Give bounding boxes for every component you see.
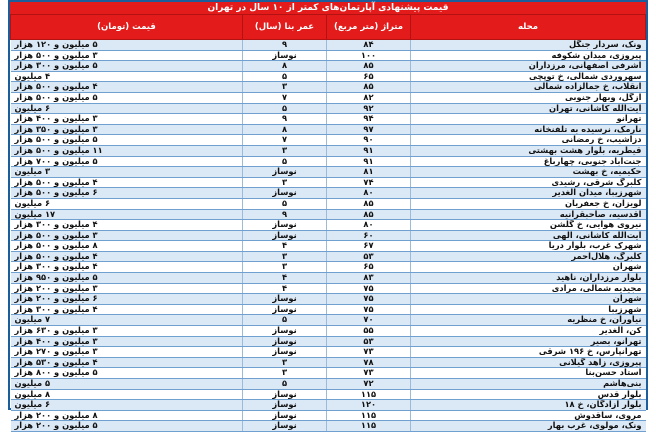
cell-area: ۸۲ (327, 92, 411, 103)
cell-area: ۹۱ (327, 145, 411, 156)
table-row (11, 135, 646, 146)
cell-price: ۳ میلیون و ۴۰۰ هزار (11, 114, 243, 125)
header-price: قیمت (تومان) (11, 15, 243, 40)
cell-price: ۶ میلیون (11, 198, 243, 209)
cell-area: ۸۴ (327, 40, 411, 51)
cell-price: ۴ میلیون و ۵۰۰ هزار (11, 251, 243, 262)
cell-price: ۵ میلیون و ۱۲۰ هزار (11, 40, 243, 51)
cell-price: ۳ میلیون (11, 167, 243, 178)
table-row (11, 251, 646, 262)
cell-price: ۵ میلیون و ۸۰۰ هزار (11, 368, 243, 379)
table-row (11, 421, 646, 432)
cell-age: ۵ (243, 71, 327, 82)
cell-age: ۹ (243, 114, 327, 125)
table-row (11, 156, 646, 167)
cell-neighborhood: ونک، سردار جنگل (411, 40, 646, 51)
cell-price: ۸ میلیون (11, 389, 243, 400)
cell-age: ۵ (243, 379, 327, 390)
table-row (11, 357, 646, 368)
header-age: عمر بنا (سال) (243, 15, 327, 40)
table-row (11, 389, 646, 400)
cell-price: ۵ میلیون و ۷۰۰ هزار (11, 156, 243, 167)
cell-age: ۵ (243, 103, 327, 114)
table-row (11, 379, 646, 390)
cell-price: ۴ میلیون و ۵۰۰ هزار (11, 82, 243, 93)
cell-area: ۷۲ (327, 379, 411, 390)
cell-neighborhood: کلبرگ شرقی، رشیدی (411, 177, 646, 188)
cell-age: ۹ (243, 40, 327, 51)
table-row (11, 262, 646, 273)
cell-area: ۷۸ (327, 357, 411, 368)
cell-neighborhood: کن، الغدیر (411, 326, 646, 337)
cell-neighborhood: لویزان، خ جعفریان (411, 198, 646, 209)
cell-neighborhood: ونک، مولوی، غرب بهار (411, 421, 646, 432)
cell-price: ۴ میلیون و ۵۳۰ هزار (11, 357, 243, 368)
cell-neighborhood: ازگل، وبهار جنوبی (411, 92, 646, 103)
cell-neighborhood: بلوار آزادگان، خ ۱۸ (411, 400, 646, 411)
table-body (11, 40, 646, 432)
cell-neighborhood: پیروزی، زاهد گیلانی (411, 357, 646, 368)
cell-age: نوساز (243, 167, 327, 178)
cell-age: ۳ (243, 262, 327, 273)
cell-age: نوساز (243, 304, 327, 315)
cell-age: ۳ (243, 357, 327, 368)
cell-area: ۵۳ (327, 251, 411, 262)
cell-price: ۳ میلیون و ۳۵۰ هزار (11, 124, 243, 135)
cell-area: ۷۴ (327, 177, 411, 188)
cell-area: ۶۵ (327, 262, 411, 273)
cell-area: ۷۵ (327, 294, 411, 305)
cell-neighborhood: پیروزی، میدان شکوفه (411, 50, 646, 61)
table-row (11, 294, 646, 305)
cell-neighborhood: مجیدیه شمالی، مرادی (411, 283, 646, 294)
cell-neighborhood: کلبرگ، هلال‌احمر (411, 251, 646, 262)
cell-area: ۱۱۵ (327, 389, 411, 400)
cell-neighborhood: قیطریه، بلوار هشت بهشتی (411, 145, 646, 156)
table-row (11, 103, 646, 114)
cell-area: ۹۱ (327, 156, 411, 167)
cell-price: ۵ میلیون و ۵۰۰ هزار (11, 135, 243, 146)
cell-price: ۶ میلیون (11, 400, 243, 411)
cell-age: نوساز (243, 421, 327, 432)
cell-area: ۷۳ (327, 347, 411, 358)
cell-price: ۵ میلیون و ۵۰۰ هزار (11, 92, 243, 103)
table-row (11, 315, 646, 326)
cell-age: ۴ (243, 273, 327, 284)
cell-age: ۴ (243, 283, 327, 294)
cell-area: ۸۵ (327, 198, 411, 209)
cell-area: ۹۷ (327, 124, 411, 135)
table-row (11, 50, 646, 61)
cell-neighborhood: شهرزیبا (411, 304, 646, 315)
cell-age: ۳ (243, 145, 327, 156)
cell-area: ۷۵ (327, 283, 411, 294)
table-row (11, 326, 646, 337)
cell-neighborhood: شهران (411, 294, 646, 305)
cell-age: ۹ (243, 209, 327, 220)
cell-age: ۵ (243, 315, 327, 326)
cell-area: ۱۱۵ (327, 421, 411, 432)
table-row (11, 304, 646, 315)
cell-area: ۹۰ (327, 135, 411, 146)
cell-area: ۷۰ (327, 315, 411, 326)
cell-price: ۸ میلیون و ۲۰۰ هزار (11, 410, 243, 421)
header-row (11, 15, 646, 40)
cell-neighborhood: شهرزیبا، میدان الغدیر (411, 188, 646, 199)
cell-age: نوساز (243, 230, 327, 241)
table-row (11, 241, 646, 252)
cell-neighborhood: استاد حسن‌بنا (411, 368, 646, 379)
cell-area: ۸۵ (327, 82, 411, 93)
table-row (11, 336, 646, 347)
cell-price: ۵ میلیون و ۲۰۰ هزار (11, 421, 243, 432)
cell-neighborhood: نیاوران، خ منظریه (411, 315, 646, 326)
header-area: متراژ (متر مربع) (327, 15, 411, 40)
cell-age: نوساز (243, 400, 327, 411)
cell-price: ۳ میلیون و ۵۰۰ هزار (11, 230, 243, 241)
cell-area: ۵۵ (327, 326, 411, 337)
cell-price: ۶ میلیون و ۲۰۰ هزار (11, 294, 243, 305)
cell-price: ۴ میلیون و ۳۰۰ هزار (11, 262, 243, 273)
cell-area: ۵۳ (327, 336, 411, 347)
cell-neighborhood: حکیمیه، خ بهشت (411, 167, 646, 178)
cell-price: ۶ میلیون و ۵۰۰ هزار (11, 188, 243, 199)
cell-neighborhood: بلوار مرزداران، ناهید (411, 273, 646, 284)
cell-neighborhood: اقدسیه، صاحبقرانیه (411, 209, 646, 220)
cell-age: ۸ (243, 61, 327, 72)
cell-age: ۳ (243, 368, 327, 379)
cell-age: نوساز (243, 50, 327, 61)
cell-area: ۸۳ (327, 273, 411, 284)
cell-neighborhood: آیت‌الله کاشانی، تهران (411, 103, 646, 114)
table-row (11, 177, 646, 188)
header-neighborhood: محله (411, 15, 646, 40)
cell-area: ۹۲ (327, 103, 411, 114)
table-row (11, 92, 646, 103)
cell-price: ۸ میلیون و ۵۰۰ هزار (11, 241, 243, 252)
price-table-frame (8, 0, 648, 431)
cell-neighborhood: اشرفی اصفهانی، مرزداران (411, 61, 646, 72)
cell-neighborhood: بنی‌هاشم (411, 379, 646, 390)
table-row (11, 40, 646, 51)
cell-age: ۴ (243, 241, 327, 252)
cell-area: ۸۵ (327, 61, 411, 72)
cell-area: ۱۱۵ (327, 410, 411, 421)
cell-price: ۵ میلیون و ۳۰۰ هزار (11, 61, 243, 72)
cell-price: ۴ میلیون و ۵۰۰ هزار (11, 177, 243, 188)
cell-neighborhood: تهرانو، بصیر (411, 336, 646, 347)
cell-neighborhood: مروی، ساقدوش (411, 410, 646, 421)
cell-age: نوساز (243, 294, 327, 305)
cell-neighborhood: نیروی هوایی، خ گلشن (411, 220, 646, 231)
cell-price: ۱۱ میلیون و ۵۰۰ هزار (11, 145, 243, 156)
cell-neighborhood: سهروردی شمالی، خ توپچی (411, 71, 646, 82)
cell-price: ۳ میلیون و ۲۰۰ هزار (11, 283, 243, 294)
table-row (11, 114, 646, 125)
cell-age: ۸ (243, 124, 327, 135)
cell-neighborhood: شهرک غرب، بلوار دریا (411, 241, 646, 252)
cell-neighborhood: انقلاب، خ جمالزاده شمالی (411, 82, 646, 93)
cell-age: نوساز (243, 336, 327, 347)
cell-age: نوساز (243, 326, 327, 337)
table-row (11, 230, 646, 241)
cell-price: ۳ میلیون و ۵۰۰ هزار (11, 50, 243, 61)
cell-area: ۶۷ (327, 241, 411, 252)
table-row (11, 400, 646, 411)
cell-area: ۱۲۰ (327, 400, 411, 411)
apartment-price-table (10, 14, 646, 432)
cell-age: ۳ (243, 251, 327, 262)
cell-neighborhood: تهرانپارس، خ ۱۹۶ شرقی (411, 347, 646, 358)
table-row (11, 368, 646, 379)
cell-neighborhood: دزاشیب، خ رمضانی (411, 135, 646, 146)
cell-price: ۵ میلیون (11, 379, 243, 390)
cell-price: ۳ میلیون و ۶۳۰ هزار (11, 326, 243, 337)
cell-age: نوساز (243, 220, 327, 231)
cell-neighborhood: تهرانو (411, 114, 646, 125)
cell-price: ۴ میلیون و ۳۰۰ هزار (11, 220, 243, 231)
cell-neighborhood: آیت‌الله کاشانی، الهی (411, 230, 646, 241)
cell-age: نوساز (243, 347, 327, 358)
table-row (11, 283, 646, 294)
cell-age: ۷ (243, 92, 327, 103)
cell-age: ۵ (243, 198, 327, 209)
cell-neighborhood: جنت‌آباد جنوبی، چهارباغ (411, 156, 646, 167)
table-row (11, 198, 646, 209)
table-row (11, 220, 646, 231)
cell-neighborhood: شهران (411, 262, 646, 273)
cell-area: ۸۵ (327, 209, 411, 220)
cell-neighborhood: بلوار قدس (411, 389, 646, 400)
cell-age: نوساز (243, 410, 327, 421)
cell-neighborhood: نارمک، نرسیده به تلفنخانه (411, 124, 646, 135)
table-row (11, 347, 646, 358)
cell-area: ۹۴ (327, 114, 411, 125)
cell-age: ۳ (243, 177, 327, 188)
cell-price: ۴ میلیون و ۳۰۰ هزار (11, 304, 243, 315)
cell-age: ۳ (243, 82, 327, 93)
cell-area: ۸۱ (327, 167, 411, 178)
table-row (11, 71, 646, 82)
cell-age: ۷ (243, 135, 327, 146)
cell-price: ۳ میلیون و ۴۰۰ هزار (11, 336, 243, 347)
cell-age: نوساز (243, 188, 327, 199)
cell-area: ۷۳ (327, 368, 411, 379)
cell-area: ۱۰۰ (327, 50, 411, 61)
cell-price: ۷ میلیون (11, 315, 243, 326)
cell-price: ۵ میلیون و ۹۵۰ هزار (11, 273, 243, 284)
table-row (11, 209, 646, 220)
cell-age: نوساز (243, 389, 327, 400)
cell-area: ۸۰ (327, 188, 411, 199)
cell-area: ۸۰ (327, 220, 411, 231)
cell-area: ۶۵ (327, 71, 411, 82)
table-row (11, 61, 646, 72)
cell-price: ۳ میلیون و ۲۷۰ هزار (11, 347, 243, 358)
cell-price: ۶ میلیون (11, 103, 243, 114)
cell-area: ۷۵ (327, 304, 411, 315)
table-row (11, 167, 646, 178)
cell-price: ۴ میلیون (11, 71, 243, 82)
table-row (11, 82, 646, 93)
cell-price: ۱۷ میلیون (11, 209, 243, 220)
cell-age: ۵ (243, 156, 327, 167)
cell-area: ۶۰ (327, 230, 411, 241)
table-row (11, 273, 646, 284)
table-row (11, 188, 646, 199)
table-title: قیمت پیشنهادی آپارتمان‌های کمتر از ۱۰ سال در تهران (10, 2, 646, 14)
table-row (11, 145, 646, 156)
table-row (11, 124, 646, 135)
table-row (11, 410, 646, 421)
